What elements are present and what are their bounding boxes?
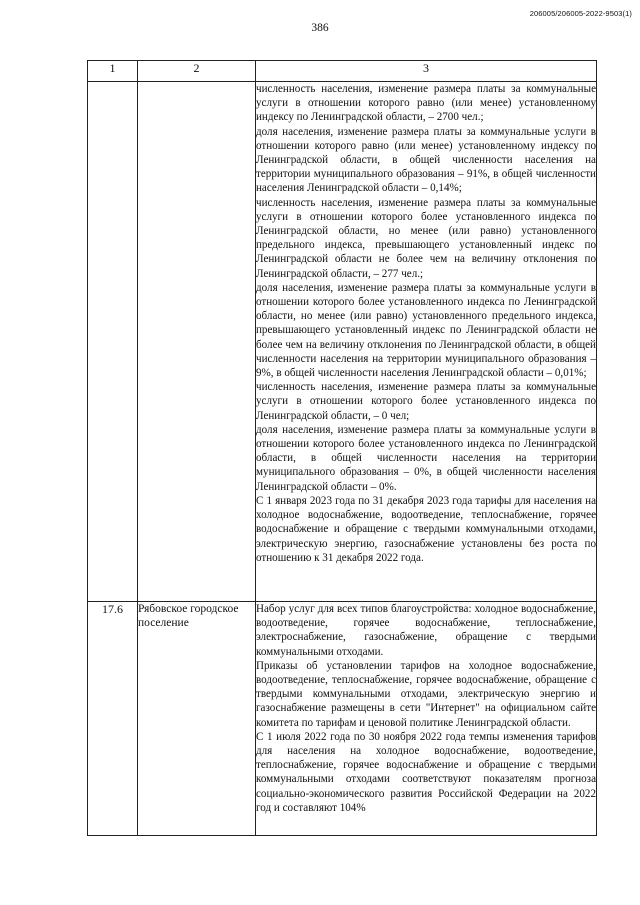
tariff-table (87, 60, 597, 836)
table-header-row (88, 61, 597, 82)
page-number: 386 (311, 22, 329, 34)
table-row (88, 602, 597, 836)
column-header: 3 (256, 61, 597, 82)
municipality-name: Рябовское городское поселение (138, 602, 256, 836)
document-id: 206005/206005-2022-9503(1) (529, 9, 632, 18)
paragraph: Приказы об установлении тарифов на холодное водоснабжение, водоотведение, теплоснабжение, горячее водоснабжение, обращение с твердыми коммунальными отходами, электрическую энергию и газоснабжение размещены в сети "Интернет" на официальном сайте комитета по тарифам и ценовой политике Ленинградской области. (256, 659, 596, 729)
table-row (88, 82, 597, 602)
paragraph: доля населения, изменение размера платы за коммунальные услуги в отношении которого равно (или менее) установленному индексу по Ленинградской области, в общей численности населения на территории муниципального образования – 91%, в общей численности населения Ленинградской области – 0,14%; (256, 125, 596, 195)
paragraph: численность населения, изменение размера платы за коммунальные услуги в отношении которого более установленного индекса по Ленинградской области, но менее (или равно) установленного предельного индекса, превышающего установленный индекс по Ленинградской области не более чем на величину отклонения по Ленинградской области, – 277 чел.; (256, 196, 596, 280)
paragraph: доля населения, изменение размера платы за коммунальные услуги в отношении которого более установленного индекса по Ленинградской области, в общей численности населения на территории муниципального образования – 0%, в общей численности населения Ленинградской области – 0%. (256, 423, 596, 493)
row-number: 17.6 (88, 602, 138, 836)
paragraph: численность населения, изменение размера платы за коммунальные услуги в отношении которого более установленного индекса по Ленинградской области, – 0 чел; (256, 381, 596, 422)
paragraph: Набор услуг для всех типов благоустройства: холодное водоснабжение, водоотведение, горячее водоснабжение, теплоснабжение, электроснабжение, газоснабжение, обращение с твердыми коммунальными отходами. (256, 603, 596, 658)
row-number (88, 82, 138, 602)
row-description (256, 82, 597, 602)
paragraph: С 1 января 2023 года по 31 декабря 2023 года тарифы для населения на холодное водоснабжение, водоотведение, теплоснабжение, горячее водоснабжение и обращение с твердыми коммунальными отходами, электрическую энергию, газоснабжение установлены без роста по отношению к 31 декабря 2022 года. (256, 494, 596, 564)
municipality-name (138, 82, 256, 602)
paragraph: доля населения, изменение размера платы за коммунальные услуги в отношении которого более установленного индекса по Ленинградской области, но менее (или равно) установленного предельного индекса, превышающего установленный индекс по Ленинградской области не более чем на величину отклонения по Ленинградской области, в общей численности населения на территории муниципального образования – 9%, в общей численности населения Ленинградской области – 0,01%; (256, 281, 596, 380)
paragraph: численность населения, изменение размера платы за коммунальные услуги в отношении которого равно (или менее) установленному индексу по Ленинградской области, – 2700 чел.; (256, 83, 596, 124)
row-description (256, 602, 597, 836)
column-header: 2 (138, 61, 256, 82)
paragraph: С 1 июля 2022 года по 30 ноября 2022 года темпы изменения тарифов для населения на холодное водоснабжение, водоотведение, теплоснабжение, горячее водоснабжение и обращение с твердыми коммунальными отходами соответствуют показателям прогноза социально-экономического развития Российской Федерации на 2022 год и составляют 104% (256, 730, 596, 814)
column-header: 1 (88, 61, 138, 82)
